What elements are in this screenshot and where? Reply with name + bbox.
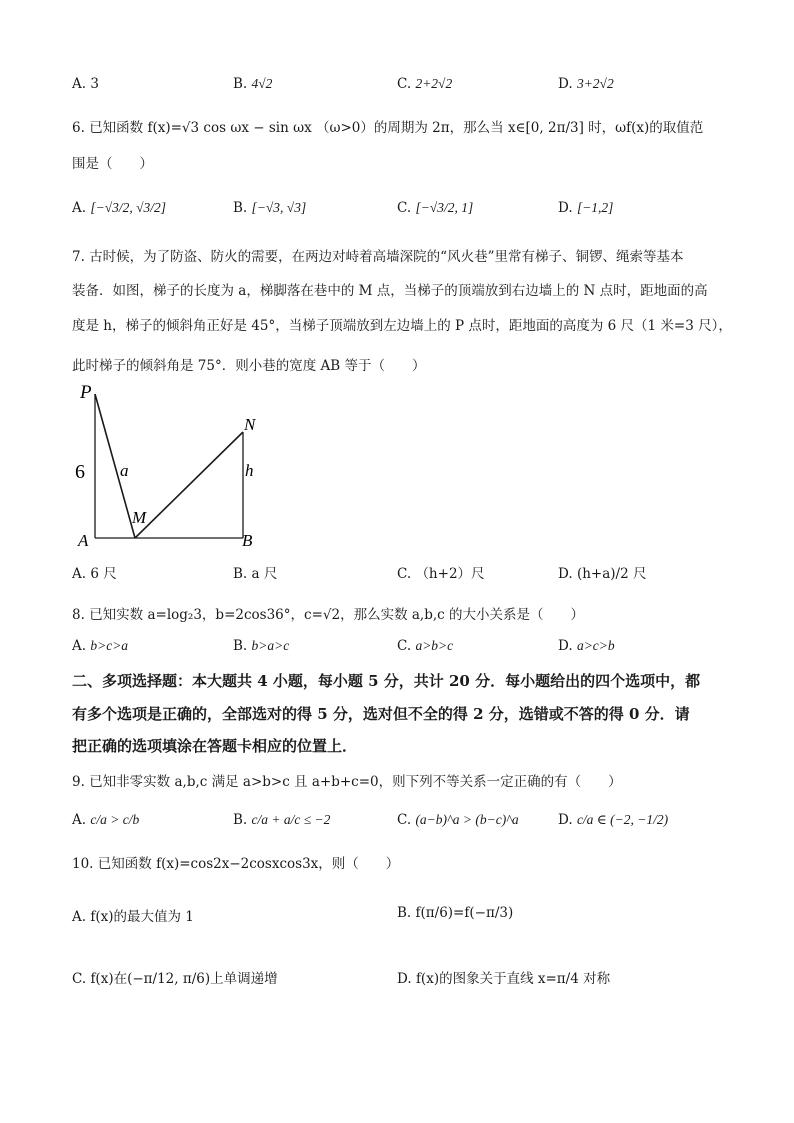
q8-option-c[interactable]: C. a>b>c bbox=[397, 638, 454, 654]
q10-option-d[interactable]: D. f(x)的图象关于直线 x=π/4 对称 bbox=[397, 971, 611, 987]
label-A: A bbox=[78, 531, 89, 550]
q8-option-a[interactable]: A. b>c>a bbox=[72, 638, 129, 654]
label-six: 6 bbox=[75, 461, 85, 483]
q7-stem-line2: 装备．如图，梯子的长度为 a，梯脚落在巷中的 M 点，当梯子的顶端放到右边墙上的 N 点时，距地面的高 bbox=[72, 283, 708, 299]
q7-stem-line1: 7. 古时候，为了防盗、防火的需要，在两边对峙着高墙深院的“风火巷”里常有梯子、铜锣、绳索等基本 bbox=[72, 249, 684, 265]
q10-option-c[interactable]: C. f(x)在(−π/12, π/6)上单调递增 bbox=[72, 971, 278, 987]
q10-option-b[interactable]: B. f(π/6)=f(−π/3) bbox=[397, 905, 514, 921]
q7-option-c[interactable]: C. （h+2）尺 bbox=[397, 566, 485, 582]
q9-stem: 9. 已知非零实数 a,b,c 满足 a>b>c 且 a+b+c=0，则下列不等关系一定正确的有（ ） bbox=[72, 774, 622, 790]
label-B: B bbox=[242, 531, 253, 550]
ladder-pm-line bbox=[95, 394, 135, 538]
q5-option-c[interactable]: C. 2+2√2 bbox=[397, 76, 453, 92]
label-N: N bbox=[244, 415, 256, 434]
q6-option-d[interactable]: D. [−1,2] bbox=[558, 200, 614, 216]
label-M: M bbox=[132, 508, 147, 527]
section2-line2: 有多个选项是正确的，全部选对的得 5 分，选对但不全的得 2 分，选错或不答的得 0 分．请 bbox=[72, 705, 690, 723]
q5-option-a[interactable]: A. 3 bbox=[72, 76, 99, 92]
q9-option-c[interactable]: C. (a−b)^a > (b−c)^a bbox=[397, 812, 519, 828]
q6-option-c[interactable]: C. [−√3/2, 1] bbox=[397, 200, 474, 216]
q9-option-a[interactable]: A. c/a > c/b bbox=[72, 812, 140, 828]
q7-option-a[interactable]: A. 6 尺 bbox=[72, 566, 117, 582]
q10-option-a[interactable]: A. f(x)的最大值为 1 bbox=[72, 909, 194, 925]
q8-stem: 8. 已知实数 a=log₂3，b=2cos36°，c=√2，那么实数 a,b,c 的大小关系是（ ） bbox=[72, 607, 584, 623]
q7-stem-line3: 度是 h，梯子的倾斜角正好是 45°，当梯子顶端放到左边墙上的 P 点时，距地面的高度为 6 尺（1 米=3 尺）， bbox=[72, 318, 732, 334]
ladder-mn-line bbox=[135, 432, 243, 538]
q7-option-b[interactable]: B. a 尺 bbox=[233, 566, 278, 582]
q6-option-b[interactable]: B. [−√3, √3] bbox=[233, 200, 307, 216]
section2-line1: 二、多项选择题：本大题共 4 小题，每小题 5 分，共计 20 分．每小题给出的四个选项中，都 bbox=[72, 672, 701, 690]
q8-option-d[interactable]: D. a>c>b bbox=[558, 638, 615, 654]
q10-stem: 10. 已知函数 f(x)=cos2x−2cosxcos3x，则（ ） bbox=[72, 856, 400, 872]
label-a: a bbox=[120, 461, 129, 480]
label-h: h bbox=[245, 461, 254, 480]
q5-option-d[interactable]: D. 3+2√2 bbox=[558, 76, 614, 92]
q9-option-d[interactable]: D. c/a ∈ (−2, −1/2) bbox=[558, 812, 669, 828]
q6-option-a[interactable]: A. [−√3/2, √3/2] bbox=[72, 200, 167, 216]
section2-line3: 把正确的选项填涂在答题卡相应的位置上． bbox=[72, 737, 358, 755]
q8-option-b[interactable]: B. b>a>c bbox=[233, 638, 290, 654]
q7-option-d[interactable]: D. (h+a)/2 尺 bbox=[558, 566, 647, 582]
q6-stem-line2: 围是（ ） bbox=[72, 156, 153, 172]
label-P: P bbox=[80, 382, 92, 403]
q7-stem-line4: 此时梯子的倾斜角是 75°．则小巷的宽度 AB 等于（ ） bbox=[72, 358, 426, 374]
q7-ladder-figure bbox=[70, 380, 270, 552]
q6-stem-line1: 6. 已知函数 f(x)=√3 cos ωx − sin ωx （ω>0）的周期为 2π，那么当 x∈[0, 2π/3] 时，ωf(x)的取值范 bbox=[72, 120, 704, 136]
q5-option-b[interactable]: B. 4√2 bbox=[233, 76, 273, 92]
q9-option-b[interactable]: B. c/a + a/c ≤ −2 bbox=[233, 812, 331, 828]
